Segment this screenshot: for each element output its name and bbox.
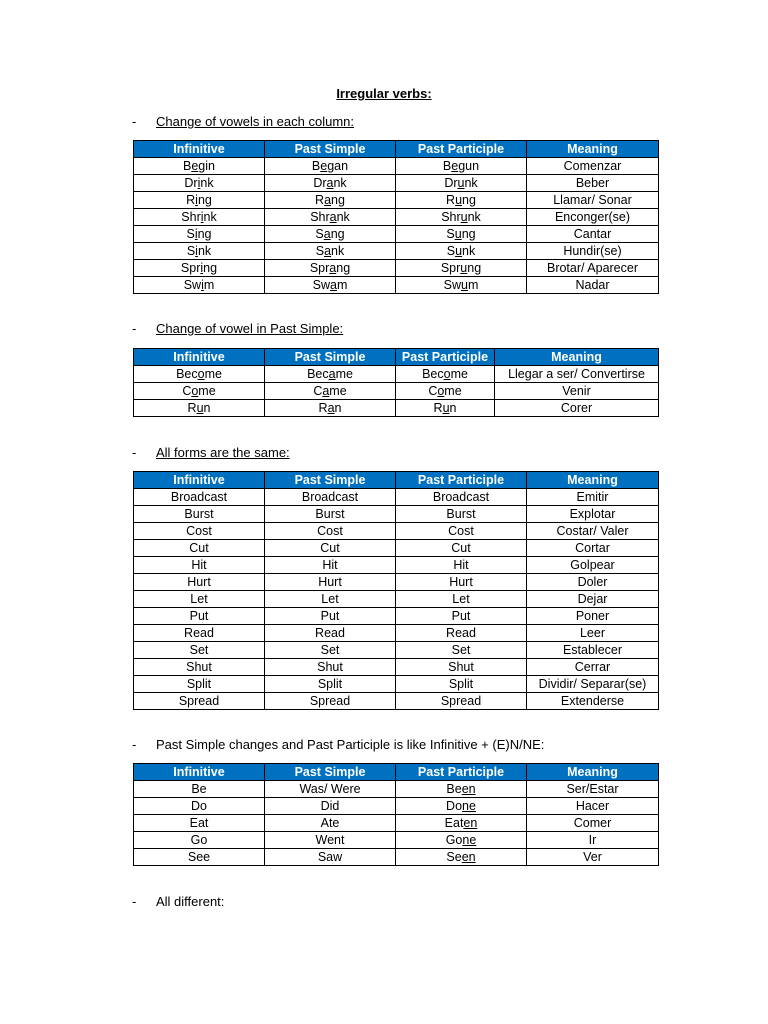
- past-participle-cell: Burst: [396, 506, 527, 523]
- past-simple-cell: Ate: [265, 815, 396, 832]
- column-header-past-simple: Past Simple: [265, 764, 396, 781]
- table-row: [134, 815, 659, 832]
- past-simple-cell: Became: [265, 366, 396, 383]
- infinitive-cell: Shut: [134, 659, 265, 676]
- meaning-cell: Ser/Estar: [527, 781, 659, 798]
- past-simple-cell: Sang: [265, 226, 396, 243]
- past-simple-cell: Began: [265, 158, 396, 175]
- underlined-vowel: a: [329, 209, 337, 224]
- past-simple-cell: Cost: [265, 523, 396, 540]
- meaning-cell: Doler: [527, 574, 659, 591]
- meaning-cell: Ir: [527, 832, 659, 849]
- past-participle-cell: Eaten: [396, 815, 527, 832]
- underlined-vowel: e: [451, 158, 459, 173]
- verb-table-en-ne: [133, 763, 659, 866]
- underlined-vowel: u: [455, 192, 463, 207]
- past-participle-cell: Sprung: [396, 260, 527, 277]
- infinitive-cell: Hit: [134, 557, 265, 574]
- past-participle-cell: Come: [396, 383, 495, 400]
- meaning-cell: Hundir(se): [527, 243, 659, 260]
- meaning-cell: Explotar: [527, 506, 659, 523]
- past-participle-cell: Shut: [396, 659, 527, 676]
- past-simple-cell: Came: [265, 383, 396, 400]
- infinitive-cell: See: [134, 849, 265, 866]
- past-simple-cell: Swam: [265, 277, 396, 294]
- infinitive-cell: Go: [134, 832, 265, 849]
- underlined-vowel: a: [322, 383, 330, 398]
- column-header-past-participle: Past Participle: [396, 764, 527, 781]
- meaning-cell: Cortar: [527, 540, 659, 557]
- meaning-cell: Costar/ Valer: [527, 523, 659, 540]
- meaning-cell: Golpear: [527, 557, 659, 574]
- column-header-meaning: Meaning: [527, 764, 659, 781]
- past-participle-cell: Gone: [396, 832, 527, 849]
- underlined-vowel: en: [461, 849, 476, 864]
- past-simple-cell: Drank: [265, 175, 396, 192]
- infinitive-cell: Burst: [134, 506, 265, 523]
- underlined-vowel: u: [196, 400, 204, 415]
- infinitive-cell: Spring: [134, 260, 265, 277]
- column-header-infinitive: Infinitive: [134, 472, 265, 489]
- underlined-vowel: ne: [462, 832, 477, 847]
- past-participle-cell: Let: [396, 591, 527, 608]
- table-row: [134, 591, 659, 608]
- bullet: -: [132, 445, 137, 460]
- past-simple-cell: Shut: [265, 659, 396, 676]
- past-participle-cell: Sunk: [396, 243, 527, 260]
- table-row: [134, 798, 659, 815]
- table-header-row: [134, 141, 659, 158]
- meaning-cell: Beber: [527, 175, 659, 192]
- table-row: [134, 366, 659, 383]
- column-header-meaning: Meaning: [527, 141, 659, 158]
- underlined-vowel: e: [320, 158, 328, 173]
- table-row: [134, 192, 659, 209]
- meaning-cell: Brotar/ Aparecer: [527, 260, 659, 277]
- table-row: [134, 489, 659, 506]
- underlined-vowel: u: [442, 400, 450, 415]
- infinitive-cell: Cost: [134, 523, 265, 540]
- infinitive-cell: Broadcast: [134, 489, 265, 506]
- infinitive-cell: Come: [134, 383, 265, 400]
- past-participle-cell: Hit: [396, 557, 527, 574]
- past-participle-cell: Been: [396, 781, 527, 798]
- table-row: [134, 849, 659, 866]
- infinitive-cell: Become: [134, 366, 265, 383]
- meaning-cell: Cerrar: [527, 659, 659, 676]
- past-participle-cell: Seen: [396, 849, 527, 866]
- meaning-cell: Llegar a ser/ Convertirse: [495, 366, 659, 383]
- infinitive-cell: Hurt: [134, 574, 265, 591]
- past-simple-cell: Sank: [265, 243, 396, 260]
- verb-table-vowel-change: [133, 140, 659, 294]
- column-header-past-simple: Past Simple: [265, 349, 396, 366]
- infinitive-cell: Begin: [134, 158, 265, 175]
- infinitive-cell: Put: [134, 608, 265, 625]
- underlined-vowel: en: [461, 781, 476, 796]
- table-row: [134, 832, 659, 849]
- infinitive-cell: Sink: [134, 243, 265, 260]
- past-simple-cell: Set: [265, 642, 396, 659]
- column-header-past-participle: Past Participle: [396, 349, 495, 366]
- past-simple-cell: Put: [265, 608, 396, 625]
- infinitive-cell: Cut: [134, 540, 265, 557]
- meaning-cell: Nadar: [527, 277, 659, 294]
- meaning-cell: Corer: [495, 400, 659, 417]
- past-simple-cell: Read: [265, 625, 396, 642]
- past-participle-cell: Become: [396, 366, 495, 383]
- section-heading-text: Change of vowels in each column:: [156, 114, 355, 129]
- infinitive-cell: Sing: [134, 226, 265, 243]
- table-row: [134, 209, 659, 226]
- past-simple-cell: Hit: [265, 557, 396, 574]
- underlined-vowel: a: [324, 192, 332, 207]
- past-participle-cell: Put: [396, 608, 527, 625]
- meaning-cell: Comer: [527, 815, 659, 832]
- infinitive-cell: Eat: [134, 815, 265, 832]
- infinitive-cell: Let: [134, 591, 265, 608]
- column-header-past-participle: Past Participle: [396, 472, 527, 489]
- column-header-infinitive: Infinitive: [134, 349, 265, 366]
- bullet: -: [132, 321, 137, 336]
- bullet: -: [132, 737, 137, 752]
- infinitive-cell: Spread: [134, 693, 265, 710]
- past-participle-cell: Shrunk: [396, 209, 527, 226]
- past-simple-cell: Hurt: [265, 574, 396, 591]
- table-row: [134, 574, 659, 591]
- infinitive-cell: Do: [134, 798, 265, 815]
- meaning-cell: Hacer: [527, 798, 659, 815]
- table-row: [134, 693, 659, 710]
- underlined-vowel: u: [460, 260, 468, 275]
- past-participle-cell: Sung: [396, 226, 527, 243]
- past-simple-cell: Burst: [265, 506, 396, 523]
- underlined-vowel: u: [461, 277, 468, 292]
- underlined-vowel: a: [328, 366, 336, 381]
- past-simple-cell: Saw: [265, 849, 396, 866]
- underlined-vowel: i: [195, 192, 198, 207]
- table-row: [134, 642, 659, 659]
- meaning-cell: Ver: [527, 849, 659, 866]
- meaning-cell: Leer: [527, 625, 659, 642]
- infinitive-cell: Be: [134, 781, 265, 798]
- meaning-cell: Emitir: [527, 489, 659, 506]
- section-heading-text: All forms are the same:: [156, 445, 290, 460]
- underlined-vowel: a: [324, 243, 332, 258]
- infinitive-cell: Read: [134, 625, 265, 642]
- underlined-vowel: u: [460, 209, 468, 224]
- underlined-vowel: u: [454, 226, 462, 241]
- past-simple-cell: Cut: [265, 540, 396, 557]
- underlined-vowel: i: [200, 260, 204, 275]
- bullet: -: [132, 114, 137, 129]
- past-participle-cell: Set: [396, 642, 527, 659]
- underlined-vowel: i: [201, 277, 204, 292]
- infinitive-cell: Ring: [134, 192, 265, 209]
- infinitive-cell: Run: [134, 400, 265, 417]
- infinitive-cell: Shrink: [134, 209, 265, 226]
- underlined-vowel: o: [191, 383, 199, 398]
- past-participle-cell: Drunk: [396, 175, 527, 192]
- column-header-infinitive: Infinitive: [134, 764, 265, 781]
- past-simple-cell: Let: [265, 591, 396, 608]
- section-heading-text: Past Simple changes and Past Participle is like Infinitive + (E)N/NE:: [156, 737, 545, 752]
- table-row: [134, 676, 659, 693]
- infinitive-cell: Drink: [134, 175, 265, 192]
- past-participle-cell: Read: [396, 625, 527, 642]
- underlined-vowel: a: [330, 277, 337, 292]
- past-simple-cell: Rang: [265, 192, 396, 209]
- table-row: [134, 540, 659, 557]
- column-header-past-simple: Past Simple: [265, 141, 396, 158]
- past-participle-cell: Rung: [396, 192, 527, 209]
- past-participle-cell: Hurt: [396, 574, 527, 591]
- table-row: [134, 523, 659, 540]
- past-simple-cell: Broadcast: [265, 489, 396, 506]
- infinitive-cell: Set: [134, 642, 265, 659]
- past-participle-cell: Spread: [396, 693, 527, 710]
- table-header-row: [134, 472, 659, 489]
- meaning-cell: Comenzar: [527, 158, 659, 175]
- meaning-cell: Poner: [527, 608, 659, 625]
- table-row: [134, 243, 659, 260]
- column-header-past-simple: Past Simple: [265, 472, 396, 489]
- underlined-vowel: o: [443, 366, 451, 381]
- meaning-cell: Establecer: [527, 642, 659, 659]
- past-simple-cell: Did: [265, 798, 396, 815]
- table-header-row: [134, 349, 659, 366]
- underlined-vowel: i: [197, 175, 201, 190]
- underlined-vowel: o: [197, 366, 205, 381]
- table-row: [134, 506, 659, 523]
- underlined-vowel: o: [437, 383, 445, 398]
- past-participle-cell: Done: [396, 798, 527, 815]
- underlined-vowel: i: [200, 209, 204, 224]
- past-simple-cell: Went: [265, 832, 396, 849]
- page-title: Irregular verbs:: [336, 86, 432, 101]
- underlined-vowel: a: [326, 175, 334, 190]
- table-row: [134, 608, 659, 625]
- underlined-vowel: i: [194, 226, 198, 241]
- past-simple-cell: Ran: [265, 400, 396, 417]
- table-row: [134, 659, 659, 676]
- infinitive-cell: Split: [134, 676, 265, 693]
- past-participle-cell: Cost: [396, 523, 527, 540]
- table-row: [134, 260, 659, 277]
- column-header-meaning: Meaning: [495, 349, 659, 366]
- underlined-vowel: a: [327, 400, 335, 415]
- table-row: [134, 175, 659, 192]
- bullet: -: [132, 894, 137, 909]
- underlined-vowel: u: [457, 175, 465, 190]
- past-participle-cell: Run: [396, 400, 495, 417]
- table-row: [134, 625, 659, 642]
- past-simple-cell: Sprang: [265, 260, 396, 277]
- table-row: [134, 277, 659, 294]
- meaning-cell: Enconger(se): [527, 209, 659, 226]
- table-row: [134, 557, 659, 574]
- meaning-cell: Extenderse: [527, 693, 659, 710]
- past-participle-cell: Cut: [396, 540, 527, 557]
- table-row: [134, 400, 659, 417]
- past-participle-cell: Begun: [396, 158, 527, 175]
- infinitive-cell: Swim: [134, 277, 265, 294]
- underlined-vowel: e: [191, 158, 199, 173]
- table-row: [134, 383, 659, 400]
- underlined-vowel: ne: [462, 798, 476, 813]
- underlined-vowel: i: [195, 243, 198, 258]
- meaning-cell: Dejar: [527, 591, 659, 608]
- meaning-cell: Cantar: [527, 226, 659, 243]
- verb-table-past-simple-vowel: [133, 348, 659, 417]
- past-simple-cell: Was/ Were: [265, 781, 396, 798]
- column-header-meaning: Meaning: [527, 472, 659, 489]
- past-participle-cell: Broadcast: [396, 489, 527, 506]
- table-row: [134, 158, 659, 175]
- meaning-cell: Venir: [495, 383, 659, 400]
- underlined-vowel: u: [455, 243, 463, 258]
- meaning-cell: Dividir/ Separar(se): [527, 676, 659, 693]
- past-simple-cell: Spread: [265, 693, 396, 710]
- past-participle-cell: Split: [396, 676, 527, 693]
- table-header-row: [134, 764, 659, 781]
- underlined-vowel: en: [463, 815, 478, 830]
- section-heading-text: Change of vowel in Past Simple:: [156, 321, 344, 336]
- past-participle-cell: Swum: [396, 277, 527, 294]
- table-row: [134, 781, 659, 798]
- column-header-past-participle: Past Participle: [396, 141, 527, 158]
- past-simple-cell: Split: [265, 676, 396, 693]
- verb-table-same-forms: [133, 471, 659, 710]
- meaning-cell: Llamar/ Sonar: [527, 192, 659, 209]
- past-simple-cell: Shrank: [265, 209, 396, 226]
- column-header-infinitive: Infinitive: [134, 141, 265, 158]
- table-row: [134, 226, 659, 243]
- underlined-vowel: a: [323, 226, 331, 241]
- underlined-vowel: a: [329, 260, 337, 275]
- section-heading-text: All different:: [156, 894, 225, 909]
